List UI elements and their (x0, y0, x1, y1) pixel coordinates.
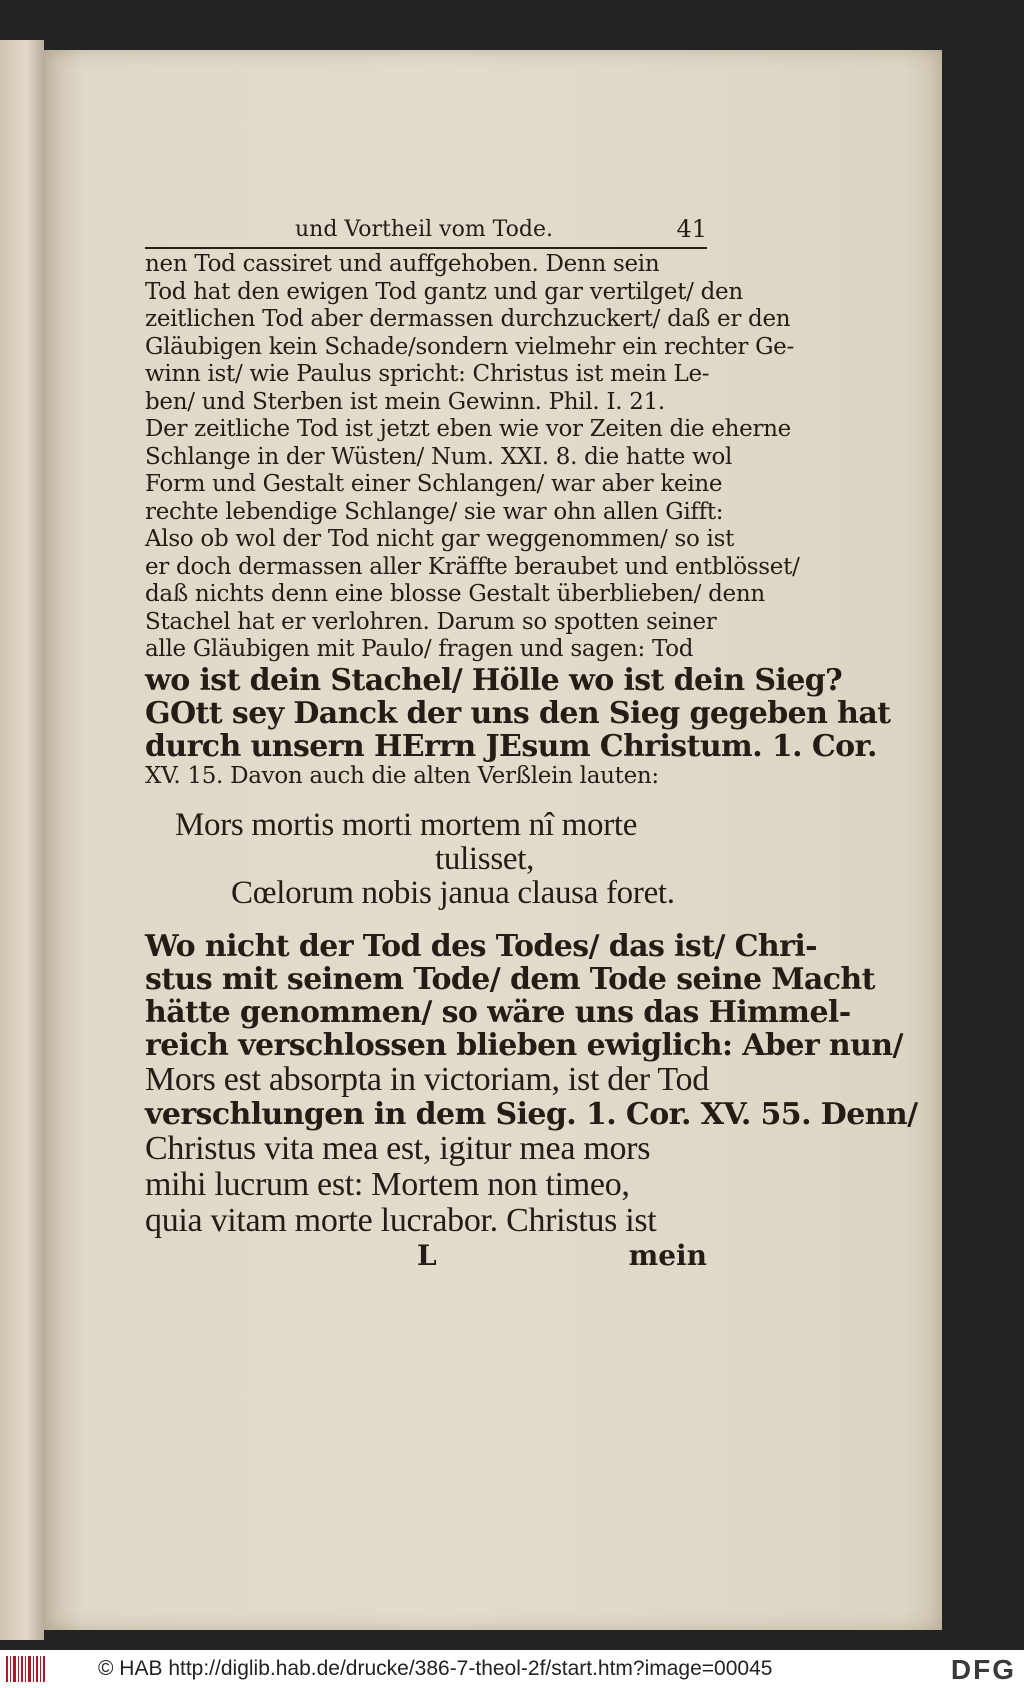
text-line: wo ist dein Stachel/ Hölle wo ist dein Sieg? (145, 662, 843, 698)
text-line: quia vitam morte lucrabor. Christus ist (145, 1202, 657, 1239)
page-foot (145, 1239, 707, 1275)
barcode-icon (6, 1654, 46, 1684)
page-header (145, 215, 707, 249)
text-line: hätte genommen/ so wäre uns das Himmel- (145, 995, 851, 1030)
verse-line: Mors mortis morti mortem nî morte (175, 807, 638, 843)
text-line: reich verschlossen blieben ewiglich: Aber nun/ (145, 1028, 903, 1063)
text-line: Gläubigen kein Schade/sondern vielmehr ein rechter Ge- (145, 333, 794, 360)
text-line: Stachel hat er verlohren. Darum so spotten seiner (145, 608, 717, 635)
text-line: nen Tod cassiret und auffgehoben. Denn sein (145, 251, 660, 277)
text-line: verschlungen in dem Sieg. 1. Cor. XV. 55. Denn/ (145, 1097, 918, 1132)
signature-mark: L (417, 1239, 437, 1272)
facing-page-edge (0, 40, 44, 1640)
catchword: mein (628, 1239, 707, 1272)
text-line: alle Gläubigen mit Paulo/ fragen und sagen: Tod (145, 636, 694, 662)
running-title: und Vortheil vom Tode. (295, 217, 553, 242)
text-line: Christus vita mea est, igitur mea mors (145, 1130, 651, 1167)
text-line: Schlange in der Wüsten/ Num. XXI. 8. die hatte wol (145, 443, 733, 470)
verse-line: Cœlorum nobis janua clausa foret. (231, 875, 675, 911)
text-line: Tod hat den ewigen Tod gantz und gar vertilget/ den (145, 278, 743, 305)
dfg-logo: DFG (950, 1654, 1016, 1685)
viewer-footer (0, 1650, 1024, 1688)
text-line: Form und Gestalt einer Schlangen/ war aber keine (145, 471, 723, 497)
text-line: rechte lebendige Schlange/ sie war ohn allen Gifft: (145, 498, 724, 525)
text-line: daß nichts denn eine blosse Gestalt überblieben/ denn (145, 581, 765, 607)
text-line: winn ist/ wie Paulus spricht: Christus ist mein Le- (145, 361, 710, 387)
paragraph-2 (145, 929, 918, 1239)
text-line: XV. 15. Davon auch die alten Verßlein lauten: (145, 762, 659, 789)
latin-verse (145, 808, 707, 910)
page-number: 41 (676, 215, 707, 243)
header-rule (145, 247, 707, 249)
paragraph-1 (145, 251, 891, 790)
text-line: GOtt sey Danck der uns den Sieg gegeben hat (145, 695, 891, 731)
text-line: er doch dermassen aller Kräffte beraubet und entblösset/ (145, 553, 800, 580)
text-line: durch unsern HErrn JEsum Christum. 1. Cor. (145, 728, 877, 764)
text-line: Wo nicht der Tod des Todes/ das ist/ Chri- (145, 929, 817, 964)
text-line: Also ob wol der Tod nicht gar weggenommen/ so ist (145, 526, 735, 552)
text-line: Der zeitliche Tod ist jetzt eben wie vor Zeiten die eherne (145, 416, 791, 442)
text-line: zeitlichen Tod aber dermassen durchzuckert/ daß er den (145, 306, 791, 332)
text-line: Mors est absorpta in victoriam, ist der Tod (145, 1061, 709, 1098)
text-line: ben/ und Sterben ist mein Gewinn. Phil. I. 21. (145, 388, 665, 415)
text-block (145, 215, 918, 1275)
verse-line: tulisset, (435, 841, 535, 877)
copyright-url[interactable]: © HAB http://diglib.hab.de/drucke/386-7-theol-2f/start.htm?image=00045 (98, 1657, 773, 1680)
text-line: mihi lucrum est: Mortem non timeo, (145, 1166, 630, 1203)
text-line: stus mit seinem Tode/ dem Tode seine Macht (145, 962, 875, 997)
